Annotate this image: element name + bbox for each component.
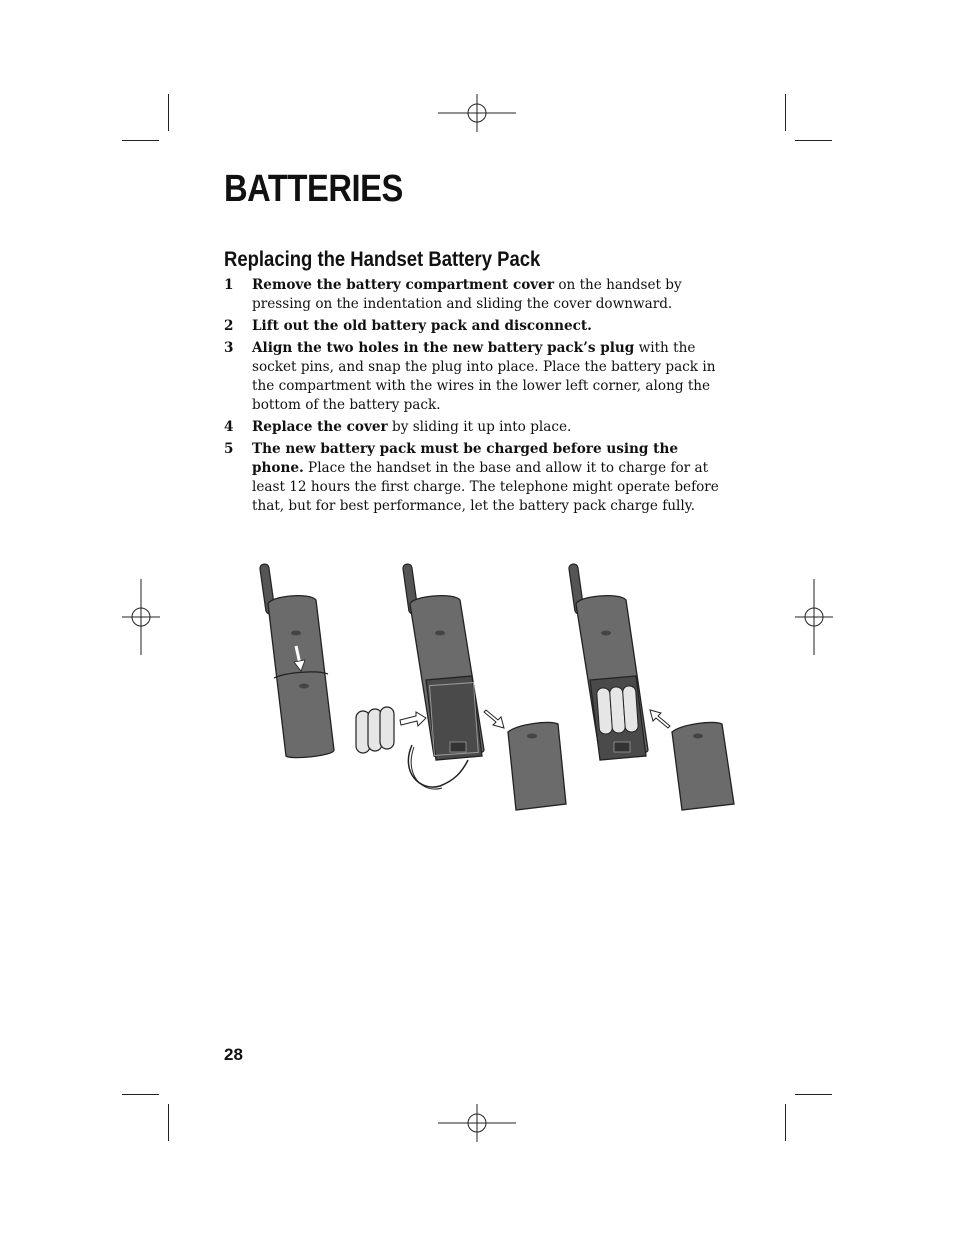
step-number: 3 bbox=[224, 340, 234, 356]
battery-replacement-illustration bbox=[250, 560, 740, 820]
step-detail: on the handset by pressing on the indentation and sliding the cover downward. bbox=[252, 277, 682, 312]
step-number: 4 bbox=[224, 419, 234, 435]
crop-mark bbox=[785, 94, 786, 131]
arrow-icon bbox=[650, 710, 670, 728]
step-instruction: Lift out the old battery pack and disconnect. bbox=[252, 318, 592, 334]
step-detail: with the socket pins, and snap the plug into place. Place the battery pack in the compartment with the wires in the lower left corner, along the bottom of the battery pack. bbox=[252, 340, 716, 413]
registration-mark-icon bbox=[122, 579, 160, 655]
step-instruction: Align the two holes in the new battery pack’s plug bbox=[252, 340, 635, 356]
step-detail: by sliding it up into place. bbox=[387, 419, 572, 435]
registration-mark-icon bbox=[795, 579, 833, 655]
page-number: 28 bbox=[224, 1045, 243, 1064]
crop-mark bbox=[795, 140, 832, 141]
step-instruction: The new battery pack must be charged before using the phone. bbox=[252, 441, 678, 476]
crop-mark bbox=[795, 1094, 832, 1095]
battery-cover-icon bbox=[508, 722, 566, 810]
arrow-icon bbox=[484, 710, 504, 728]
crop-mark bbox=[168, 94, 169, 131]
crop-mark bbox=[122, 140, 159, 141]
section-heading: Replacing the Handset Battery Pack bbox=[224, 248, 541, 271]
handset-closed-icon bbox=[259, 564, 334, 758]
handset-open-icon bbox=[402, 564, 484, 760]
step-number: 5 bbox=[224, 441, 234, 457]
registration-mark-icon bbox=[438, 94, 516, 132]
step-instruction: Remove the battery compartment cover bbox=[252, 277, 554, 293]
steps-list bbox=[224, 276, 734, 519]
step-number: 2 bbox=[224, 318, 234, 334]
step-item bbox=[224, 276, 734, 314]
crop-mark bbox=[785, 1104, 786, 1141]
step-detail: Place the handset in the base and allow it to charge for at least 12 hours the first charge. The telephone might operate before that, but for best performance, let the battery pack charge fully. bbox=[252, 460, 719, 514]
step-item bbox=[224, 440, 734, 516]
crop-mark bbox=[168, 1104, 169, 1141]
step-item bbox=[224, 317, 734, 336]
arrow-icon bbox=[400, 712, 426, 726]
crop-mark bbox=[122, 1094, 159, 1095]
handset-with-battery-icon bbox=[568, 564, 648, 760]
page-title: BATTERIES bbox=[224, 168, 403, 210]
registration-mark-icon bbox=[438, 1104, 516, 1142]
step-instruction: Replace the cover bbox=[252, 419, 388, 435]
step-item bbox=[224, 418, 734, 437]
step-item bbox=[224, 339, 734, 415]
step-number: 1 bbox=[224, 277, 234, 293]
battery-cover-icon bbox=[672, 722, 734, 810]
